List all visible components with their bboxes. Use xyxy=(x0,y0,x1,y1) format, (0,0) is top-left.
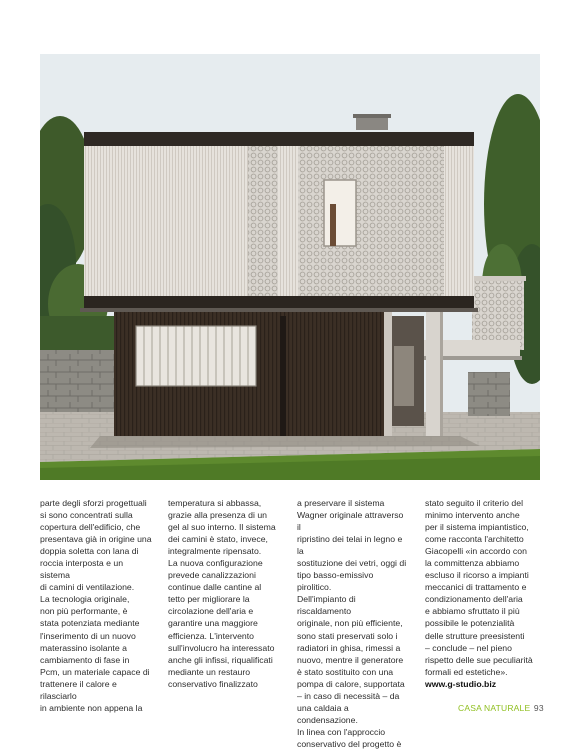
text-column-4 xyxy=(425,497,537,690)
website-link[interactable]: www.g-studio.biz xyxy=(425,678,497,689)
page-number: 93 xyxy=(533,703,544,713)
page-footer xyxy=(458,703,544,713)
text-column-2 xyxy=(168,497,280,690)
paragraph: a preservare il sistema Wagner originale attraverso il ripristino dei telai in legno e la sostituzione dei vetri, oggi di tipo basso-emissivo pirolitico. Dell'impianto di riscaldamento originale, non più efficiente, sono stati preservati solo i radiatori in ghisa, rimessi a nuovo, mentre il generatore è stato sostituito con una pompa di calore, supportata – in caso di necessità – da una caldaia a condensazione. In linea con l'approccio conservativo del progetto è xyxy=(297,498,407,749)
house-photo xyxy=(40,54,540,480)
paragraph: stato seguito il criterio del minimo intervento anche per il sistema impiantistico, come racconta l'architetto Giacopelli «in accordo con la committenza abbiamo escluso il ricorso a impianti meccanici di trattamento e condizionamento dell'aria e abbiamo sfruttato il più possibile le potenzialità delle strutture preesistenti – conclude – nel pieno rispetto delle sue peculiarità formali ed estetiche». xyxy=(425,498,533,677)
text-column-3 xyxy=(297,497,409,750)
text-column-1 xyxy=(40,497,152,714)
paragraph: parte degli sforzi progettuali si sono concentrati sulla copertura dell'edificio, che presentava già in origine una doppia soletta con lana di roccia interposta e un sistema di camini di ventilazione. La tecnologia originale, non più performante, è stata potenziata mediante l'inserimento di un nuovo materassino isolante a cambiamento di fase in Pcm, un materiale capace di trattenere il calore e rilasciarlo in ambiente non appena la xyxy=(40,498,152,713)
paragraph: temperatura si abbassa, grazie alla presenza di un gel al suo interno. Il sistema dei camini è stato, invece, integralmente ripensato. La nuova configurazione prevede canalizzazioni continue dalle cantine al tetto per migliorare la circolazione dell'aria e garantire una maggiore efficienza. L'intervento sull'involucro ha interessato anche gli infissi, riqualificati mediante un restauro conservativo finalizzato xyxy=(168,498,276,689)
magazine-name: CASA NATURALE xyxy=(458,703,531,713)
